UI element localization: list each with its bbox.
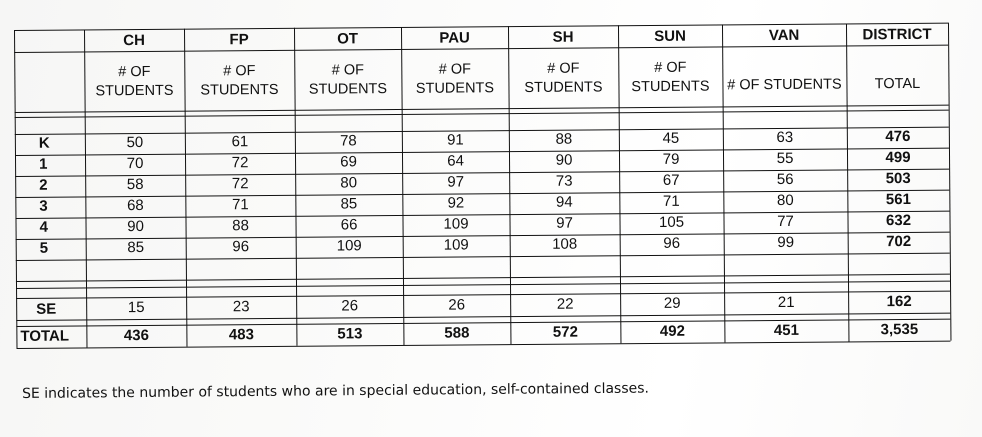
table-cell: 66 [340,216,358,234]
table-cell-se: 162 [886,292,912,311]
table-cell: 109 [443,236,469,254]
table-cell: 73 [555,172,573,190]
table-cell-se: 15 [127,298,145,317]
column-header-sun: SUN [654,27,686,45]
column-subheader: # OF STUDENTS [200,63,279,99]
table-cell: 64 [447,152,464,170]
table-rule-horizontal [14,45,948,53]
table-rule-vertical [294,28,297,346]
table-cell: 80 [340,174,358,192]
table-cell: 45 [662,129,680,147]
table-cell: 97 [447,173,465,191]
table-cell-total: 572 [552,323,578,341]
column-header-van: VAN [768,26,800,45]
table-rule-horizontal [16,319,950,327]
table-cell-total: 483 [228,326,254,344]
table-cell: 67 [662,171,680,189]
table-rule-horizontal [15,127,949,135]
table-cell: 71 [662,192,680,210]
column-subheader: # OF STUDENTS [524,60,603,96]
table-cell: 55 [776,149,794,168]
table-cell-se: 23 [232,298,250,316]
table-cell: 69 [340,153,357,171]
footnote: SE indicates the number of students who are in special education, self-contained classes. [22,380,650,402]
table-cell: 91 [446,131,464,149]
table-rule-horizontal [15,211,949,219]
table-cell-se: 21 [777,293,795,312]
table-cell: 63 [776,128,794,147]
table-cell: 96 [232,238,250,256]
table-cell: 632 [885,211,912,230]
table-cell: 56 [776,170,794,189]
column-subheader: TOTAL [874,75,921,93]
column-header-fp: FP [229,31,249,49]
table-cell-total: 492 [659,322,685,340]
table-cell: 85 [127,238,145,257]
table-cell: 503 [885,169,911,188]
column-header-ch: CH [123,31,145,50]
table-cell-se: 26 [448,296,466,314]
row-label-grade: 3 [39,197,48,215]
table-rule-vertical [401,27,404,345]
table-rule-vertical [722,24,725,342]
table-cell: 92 [447,194,465,212]
table-cell: 499 [885,148,911,167]
table-cell-total: 3,535 [880,320,919,339]
table-cell: 88 [232,217,249,235]
table-cell-se: 29 [663,294,681,312]
row-label-grade: 1 [38,155,48,173]
table-rule-vertical [508,26,511,344]
table-cell: 97 [556,214,573,232]
table-cell: 476 [885,127,911,146]
table-rule-vertical [184,29,187,347]
table-rule-horizontal [16,291,950,299]
table-rule-horizontal [15,190,949,198]
table-cell: 108 [552,235,578,253]
table-cell: 702 [886,232,912,251]
table-cell: 109 [443,215,469,233]
table-cell: 70 [126,154,144,173]
row-label-grade: 5 [39,239,49,257]
table-cell-total: 513 [337,325,363,343]
row-label-se: SE [36,300,57,318]
table-cell-total: 451 [773,321,799,340]
table-cell: 96 [663,234,681,252]
column-subheader: # OF STUDENTS [415,61,495,97]
table-cell: 90 [555,151,573,169]
row-label-grade: 2 [39,176,48,194]
enrollment-table [14,23,950,348]
table-cell: 561 [885,190,911,209]
table-cell-total: 588 [444,324,470,342]
table-rule-horizontal [15,148,949,156]
table-cell: 61 [231,133,249,151]
table-rule-horizontal [16,253,950,261]
table-cell: 109 [336,237,362,255]
column-subheader: # OF STUDENTS [308,62,388,98]
table-cell: 58 [126,175,144,194]
column-header-district: DISTRICT [862,25,932,44]
table-cell: 71 [231,196,249,214]
table-cell: 79 [662,150,680,168]
table-rule-horizontal [16,274,950,282]
table-cell: 80 [776,191,794,210]
table-rule-horizontal [15,169,949,177]
table-rule-horizontal [16,281,950,289]
column-header-ot: OT [337,30,359,48]
column-subheader: # OF STUDENTS [95,63,174,100]
table-cell-se: 26 [341,297,359,315]
table-rule-horizontal [16,232,950,240]
column-subheader: # OF STUDENTS [727,76,842,94]
row-label-total: TOTAL [20,327,70,345]
table-rule-vertical [618,25,621,343]
table-rule-vertical [84,29,87,347]
table-cell: 68 [126,196,144,215]
table-cell: 72 [231,154,249,172]
table-cell-total: 436 [123,326,149,345]
table-cell: 78 [339,132,357,150]
table-cell: 77 [777,212,794,231]
table-cell: 90 [127,217,144,236]
table-cell: 72 [231,175,249,193]
table-rule-vertical [846,23,849,341]
row-label-grade: 4 [39,218,48,236]
table-cell: 85 [340,195,358,213]
table-cell: 50 [126,133,144,152]
table-cell: 88 [555,130,573,148]
table-cell: 99 [777,233,795,252]
column-header-pau: PAU [439,29,470,47]
column-subheader: # OF STUDENTS [631,59,710,96]
table-cell: 94 [555,193,573,211]
column-header-sh: SH [552,28,574,46]
table-cell: 105 [658,213,685,231]
row-label-grade: K [38,134,50,152]
table-cell-se: 22 [556,295,574,313]
